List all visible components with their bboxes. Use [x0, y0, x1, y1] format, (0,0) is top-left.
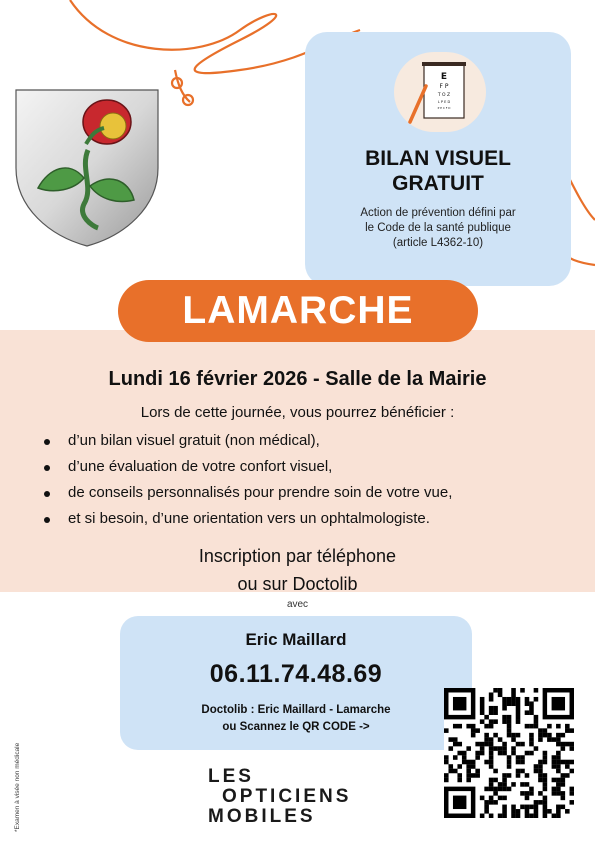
benefit-text: d’un bilan visuel gratuit (non médical),	[68, 432, 320, 449]
signup-line1: Inscription par téléphone	[198, 546, 397, 566]
card-desc-line2: le Code de la santé publique	[365, 222, 511, 234]
benefits-list	[40, 428, 580, 532]
svg-text:E: E	[440, 72, 448, 82]
doctolib-line2: ou Scannez le QR CODE ->	[222, 721, 370, 733]
list-item	[40, 480, 580, 506]
contact-name: Eric Maillard	[245, 630, 347, 649]
city-banner: LAMARCHE	[118, 280, 478, 342]
event-intro: Lors de cette journée, vous pourrez bénéficier :	[140, 404, 455, 421]
benefit-text: d’une évaluation de votre confort visuel,	[68, 458, 333, 475]
card-title-line2: GRATUIT	[392, 172, 484, 195]
svg-text:F P: F P	[439, 83, 449, 90]
list-item	[40, 506, 580, 532]
card-desc-line3: (article L4362-10)	[392, 237, 484, 249]
card-desc-line1: Action de prévention défini par	[360, 207, 516, 219]
signup-info	[0, 542, 595, 598]
brand-line3: MOBILES	[208, 806, 316, 827]
svg-text:T O Z: T O Z	[437, 93, 451, 98]
eye-chart-icon	[394, 52, 486, 132]
contact-doctolib	[120, 702, 472, 736]
card-description	[318, 206, 558, 251]
contact-phone[interactable]: 06.11.74.48.69	[209, 660, 383, 688]
card-title-line1: BILAN VISUEL	[365, 147, 511, 170]
bullet-icon	[44, 465, 50, 471]
bullet-icon	[44, 439, 50, 445]
signup-with: avec	[286, 599, 309, 610]
signup-line2: ou sur Doctolib	[237, 574, 358, 594]
card-title	[305, 146, 571, 196]
coat-of-arms-image	[14, 88, 160, 248]
qr-code-image[interactable]	[444, 688, 574, 818]
side-note: *Examen à visée non médicale	[14, 742, 21, 832]
benefit-text: et si besoin, d’une orientation vers un ophtalmologiste.	[68, 510, 430, 527]
svg-text:L P E D: L P E D	[437, 100, 451, 104]
bullet-icon	[44, 491, 50, 497]
brand-line1: LES	[208, 766, 254, 787]
event-date-place: Lundi 16 février 2026 - Salle de la Mairie	[108, 368, 487, 390]
svg-text:P E C F D: P E C F D	[437, 106, 451, 110]
benefit-text: de conseils personnalisés pour prendre soin de votre vue,	[68, 484, 453, 501]
list-item	[40, 428, 580, 454]
list-item	[40, 454, 580, 480]
brand-logo	[208, 766, 388, 828]
doctolib-line1: Doctolib : Eric Maillard - Lamarche	[201, 704, 391, 716]
brand-line2: OPTICIENS	[222, 786, 352, 807]
bullet-icon	[44, 517, 50, 523]
